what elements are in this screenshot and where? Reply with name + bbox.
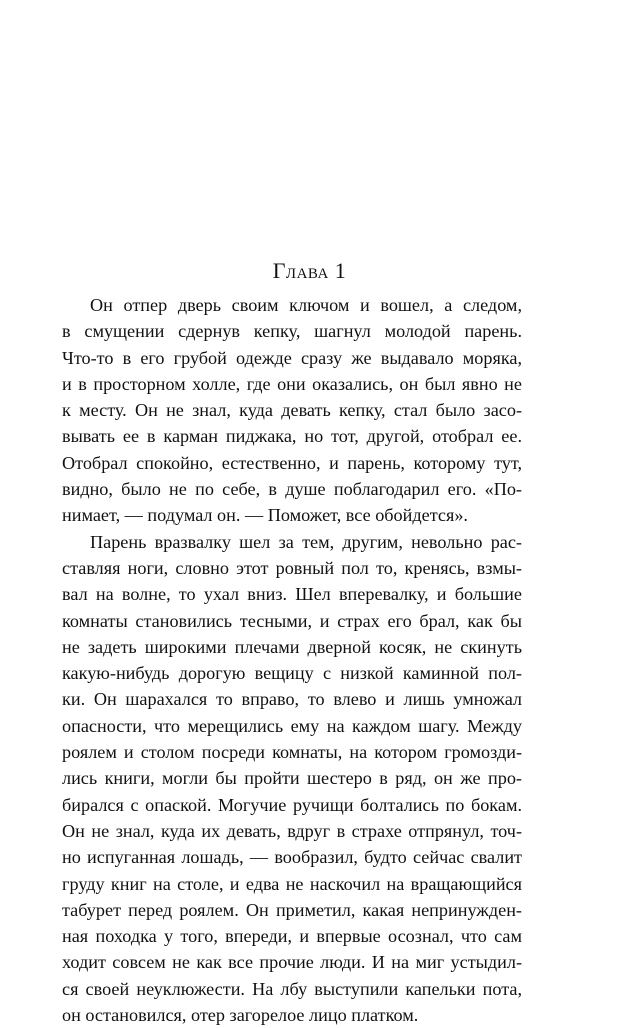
text-line: Он не знал, куда их девать, вдруг в страхе отпрянул, точ- [62,820,522,841]
text-line: какую-нибудь дорогую вещицу с низкой каминной пол- [62,663,522,684]
text-line: и в просторном холле, где они оказались, он был явно не [62,373,522,394]
text-line: бирался с опаской. Могучие ручищи болтались по бокам. [62,794,522,815]
text-line: ная походка у того, впереди, и впервые осознал, что сам [62,926,522,947]
text-line: лись книги, могли бы пройти шестеро в ряд, он же про- [62,768,522,789]
text-line: ся своей неуклюжести. На лбу выступили капельки пота, [62,978,522,999]
text-line: Парень вразвалку шел за тем, другим, невольно рас- [90,531,522,552]
text-line: роялем и столом посреди комнаты, на котором громозди- [62,742,522,763]
body-text [62,292,522,1028]
text-line: Что-то в его грубой одежде сразу же выдавало моряка, [62,347,522,368]
text-line: Отобрал спокойно, естественно, и парень, которому тут, [62,452,522,473]
text-line: табурет перед роялем. Он приметил, какая непринужден- [62,899,522,920]
text-line: не задеть широкими плечами дверной косяк, не скинуть [62,636,522,657]
text-line: ставляя ноги, словно этот ровный пол то, кренясь, взмы- [62,557,522,578]
text-line: вывать ее в карман пиджака, но тот, другой, отобрал ее. [62,426,522,447]
text-line: груду книг на столе, и едва не наскочил на вращающийся [62,873,522,894]
chapter-title: Глава 1 [272,258,347,283]
text-line: опасности, что мерещились ему на каждом шагу. Между [62,715,522,736]
text-line: в смущении сдернув кепку, шагнул молодой парень. [62,321,522,342]
text-line: к месту. Он не знал, куда девать кепку, стал было засо- [62,400,522,421]
text-line: ки. Он шарахался то вправо, то влево и лишь умножал [62,689,522,710]
text-line: Он отпер дверь своим ключом и вошел, а следом, [90,295,522,315]
text-line: но испуганная лошадь, — вообразил, будто сейчас свалит [62,847,522,868]
text-line: ходит совсем не как все прочие люди. И на миг устыдил- [62,952,522,973]
text-line: видно, было не по себе, в душе поблагодарил его. «По- [62,479,522,500]
text-line: нимает, — подумал он. — Поможет, все обойдется». [62,505,468,526]
text-line: комнаты становились тесными, и страх его брал, как бы [62,610,522,631]
text-line: он остановился, отер загорелое лицо платком. [62,1005,419,1026]
text-line: вал на волне, то ухал вниз. Шел вперевалку, и большие [62,584,522,605]
